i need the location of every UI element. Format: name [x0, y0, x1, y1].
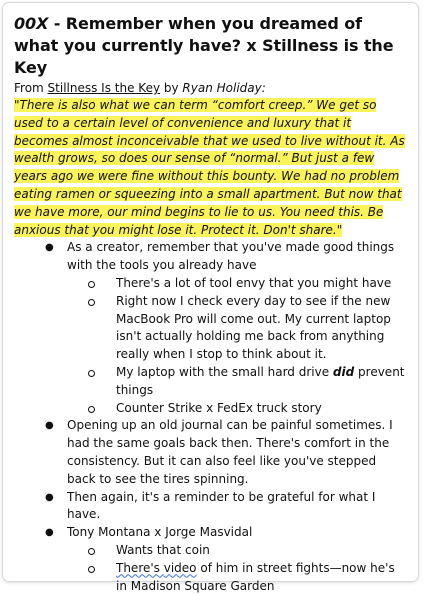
list-item-text: As a creator, remember that you've made good things with the tools you already have [67, 240, 395, 273]
sub-list-item: There's a lot of tool envy that you might have [63, 275, 408, 293]
sub-list-item: Right now I check every day to see if the new MacBook Pro will come out. My current laptop isn't actually holding me back from anything really when I stop to think about it. [63, 293, 408, 364]
list-item [14, 524, 408, 595]
sub-list-item [63, 364, 408, 400]
sub-list [63, 542, 408, 595]
sub-list-item: Counter Strike x FedEx truck story [63, 400, 408, 418]
highlighted-quote [14, 97, 408, 239]
list-item [14, 417, 408, 488]
list-item-text: Then again, it's a reminder to be grateful for what I have. [67, 489, 376, 522]
video-link[interactable]: video [163, 560, 197, 575]
sub-list-item: Wants that coin [63, 542, 408, 560]
notes-list [14, 239, 408, 595]
author-name: Ryan Holiday: [182, 81, 266, 95]
sub-item-text: prevent things [116, 364, 405, 397]
list-item [14, 239, 408, 417]
source-by: by [160, 81, 183, 95]
note-title-text: - Remember when you dreamed of what you currently have? x Stillness is the Key [14, 14, 394, 77]
note-page [3, 3, 418, 593]
sub-item-text: of him in street fights—now he's in Madison Square Garden [116, 560, 395, 593]
source-prefix: From [14, 81, 48, 95]
note-title [14, 13, 408, 79]
emphasis-text: did [332, 364, 355, 379]
sub-list [63, 275, 408, 417]
list-item-text: Opening up an old journal can be painful sometimes. I had the same goals back then. There's comfort in the consistency. But it can also feel like you've stepped back to see the tires spinning. [67, 418, 393, 486]
list-item [14, 489, 408, 525]
sub-list-item [63, 560, 408, 595]
spellcheck-text: There's [116, 560, 164, 575]
book-title-link[interactable]: Stillness Is the Key [47, 81, 161, 95]
list-item-text: Tony Montana x Jorge Masvidal [67, 525, 253, 540]
sub-item-text: My laptop with the small hard drive [116, 364, 333, 379]
source-line [14, 80, 408, 97]
quote-text: "There is also what we can term “comfort creep.” We get so used to a certain level of convenience and luxury that it becomes almost inconceivable that we used to live without it. As wealth grows, so does our sense of “normal.” But just a few years ago we were fine without this bounty. We had no problem eating ramen or squeezing into a small apartment. But now that we have more, our mind begins to lie to us. You need this. Be anxious that you might lose it. Protect it. Don't share." [14, 98, 405, 237]
note-number: 00X [14, 14, 49, 33]
